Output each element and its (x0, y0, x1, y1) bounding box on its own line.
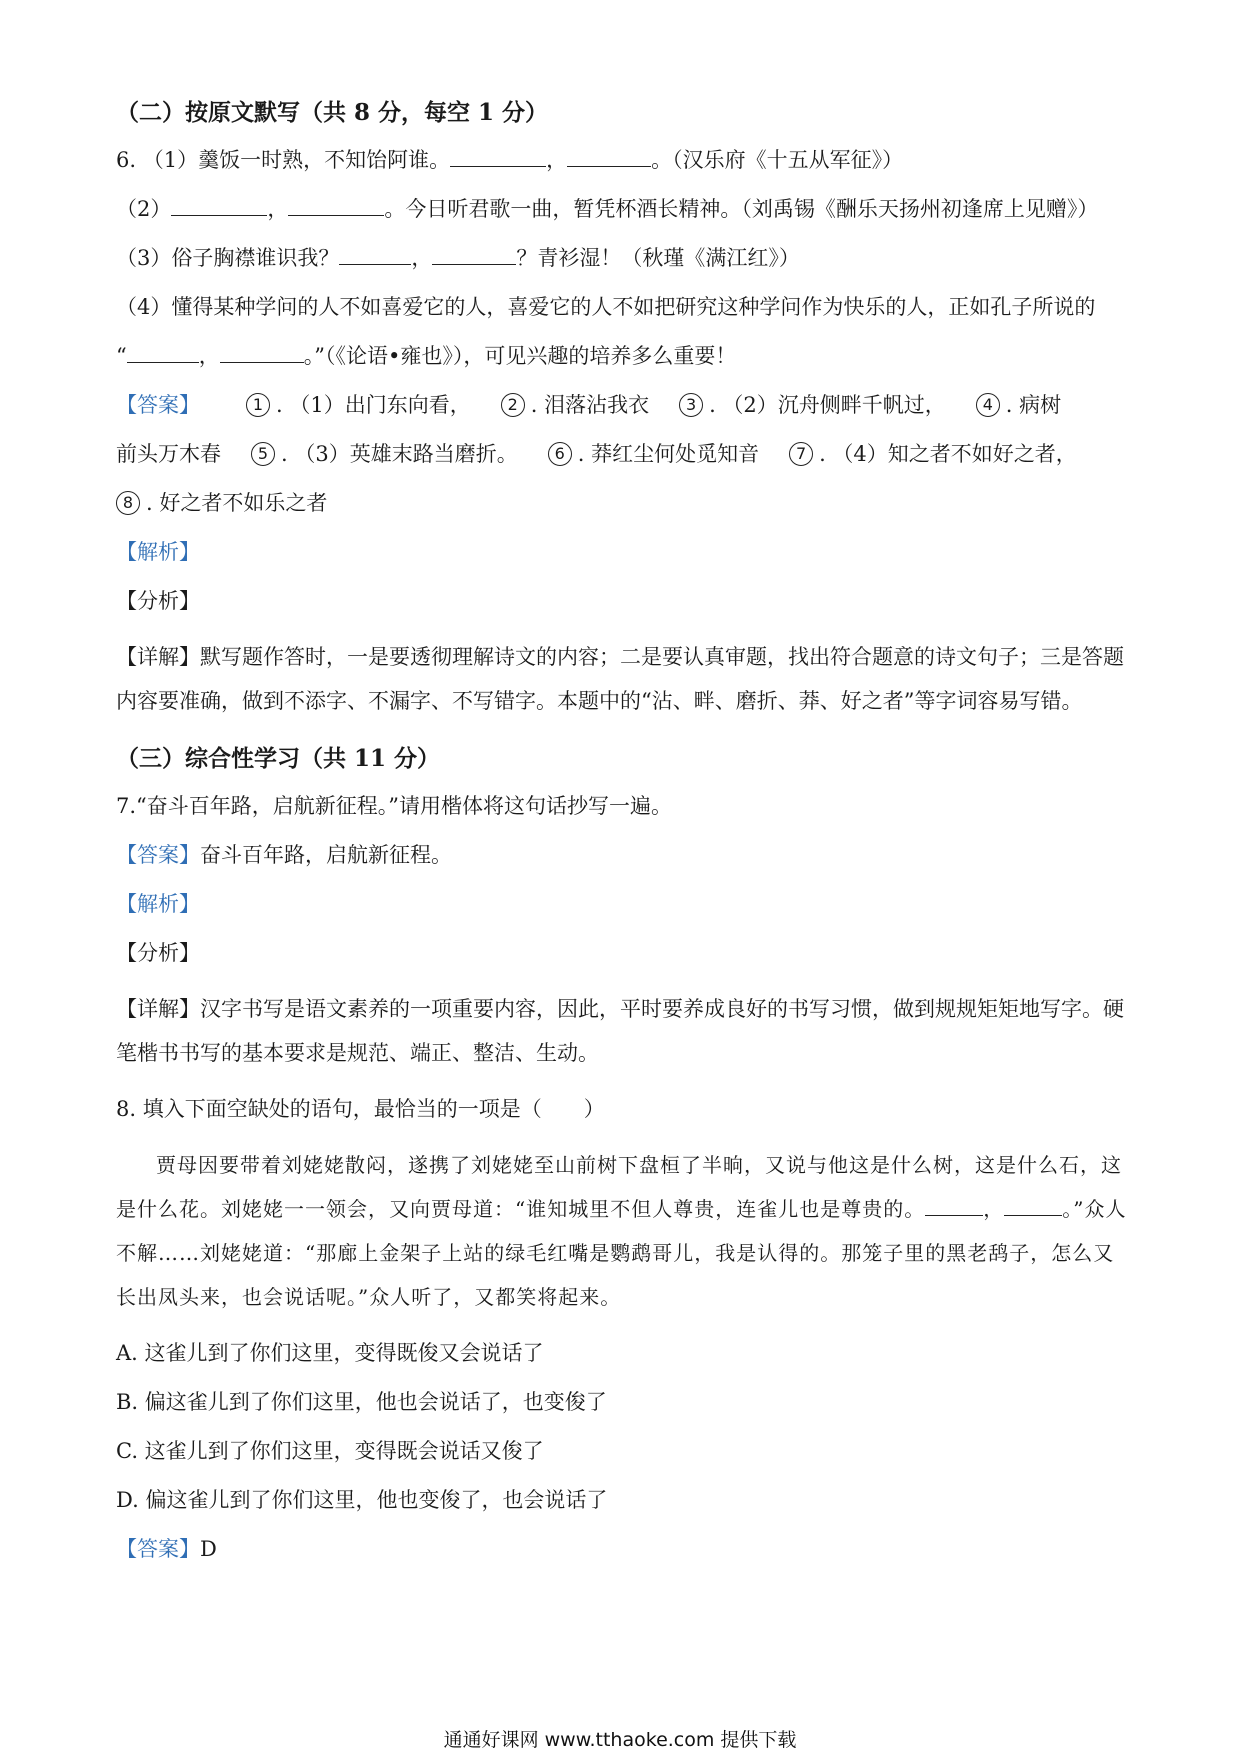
circled-number: 1 (246, 393, 270, 417)
answer-text: . （4）知之者不如好之者， (819, 442, 1077, 466)
q6-fenxi-tag: 【分析】 (116, 589, 200, 613)
q6-line-1 (116, 145, 1132, 175)
q6-text: 。”（《论语•雍也》），可见兴趣的培养多么重要！ (303, 344, 737, 368)
q6-answer-line-1 (116, 390, 1132, 420)
fill-blank (567, 146, 651, 167)
q6-answer-line-2 (116, 439, 1132, 469)
circled-number: 2 (501, 393, 525, 417)
answer-tag: 【答案】 (116, 393, 200, 417)
q6-text: “ (116, 344, 127, 368)
q7-xiangjie (116, 987, 1132, 1075)
passage-text: 贾母因要带着刘姥姥散闷，遂携了刘姥姥至山前树下盘桓了半晌，又说与他这是什么树，这是什么石，这是什么花。刘姥姥一一领会，又向贾母道：“谁知城里不但人尊贵，连雀儿也是尊贵的。 (116, 1153, 1122, 1221)
q6-text: （2） (116, 197, 172, 221)
circled-number: 3 (679, 393, 703, 417)
answer-text: 奋斗百年路，启航新征程。 (200, 843, 452, 867)
fill-blank (220, 342, 304, 363)
q7-stem: 7.“奋斗百年路，启航新征程。”请用楷体将这句话抄写一遍。 (116, 794, 673, 818)
q6-xiangjie (116, 635, 1132, 723)
circled-number: 5 (251, 442, 275, 466)
fill-blank (339, 244, 411, 265)
q6-jiexi-tag: 【解析】 (116, 540, 200, 564)
answer-text: D (200, 1537, 217, 1561)
fill-blank (127, 342, 199, 363)
passage-text: 。”众人不解……刘姥姥道：“那廊上金架子上站的绿毛红嘴是鹦鹉哥儿，我是认得的。那笼子里的黑老鸹子，怎么又长出凤头来，也会说话呢。”众人听了，又都笑将起来。 (116, 1197, 1127, 1309)
circled-number: 6 (548, 442, 572, 466)
fill-blank (288, 195, 384, 216)
page-footer: 通通好课网 www.tthaoke.com 提供下载 (443, 1729, 797, 1751)
xiangjie-text: 汉字书写是语文素养的一项重要内容，因此，平时要养成良好的书写习惯，做到规规矩矩地写字。硬笔楷书书写的基本要求是规范、端正、整洁、生动。 (116, 997, 1124, 1065)
q8-passage (116, 1143, 1132, 1319)
q6-text: （3）俗子胸襟谁识我？ (116, 246, 340, 270)
answer-tag: 【答案】 (116, 843, 200, 867)
fill-blank (432, 244, 516, 265)
circled-number: 4 (976, 393, 1000, 417)
q6-text: 。（汉乐府《十五从军征》） (651, 148, 904, 172)
circled-number: 7 (789, 442, 813, 466)
xiangjie-tag: 【详解】 (116, 997, 200, 1021)
q8-stem: 8. 填入下面空缺处的语句，最恰当的一项是（ ） (116, 1097, 605, 1121)
answer-text: . 莽红尘何处觅知音 (577, 442, 760, 466)
answer-text: . （3）英雄末路当磨折。 (281, 442, 518, 466)
fill-blank (925, 1195, 983, 1216)
q6-text: ， (546, 148, 568, 172)
q6-text: ， (198, 344, 220, 368)
section-2-title: （二）按原文默写（共 8 分，每空 1 分） (116, 99, 549, 126)
fill-blank (1004, 1195, 1062, 1216)
answer-text: . 病树 (1005, 393, 1062, 417)
q8-answer (116, 1534, 1132, 1564)
q6-text: ， (267, 197, 289, 221)
q6-line-2 (116, 194, 1132, 224)
q8-option-b: B. 偏这雀儿到了你们这里，他也会说话了，也变俊了 (116, 1390, 607, 1414)
xiangjie-text: 默写题作答时，一是要透彻理解诗文的内容；二是要认真审题，找出符合题意的诗文句子；三是答题内容要准确，做到不添字、不漏字、不写错字。本题中的“沾、畔、磨折、莽、好之者”等字词容易写错。 (116, 645, 1124, 713)
answer-text: 前头万木春 (116, 442, 221, 466)
section-3-title: （三）综合性学习（共 11 分） (116, 745, 441, 772)
answer-text: . （2）沉舟侧畔千帆过， (709, 393, 946, 417)
document-content (116, 96, 1132, 1583)
fill-blank (171, 195, 267, 216)
q6-line-3 (116, 243, 1132, 273)
q6-line-5 (116, 341, 1132, 371)
q6-text: ， (411, 246, 433, 270)
answer-text: . 好之者不如乐之者 (146, 491, 328, 515)
q6-line-4: （4）懂得某种学问的人不如喜爱它的人，喜爱它的人不如把研究这种学问作为快乐的人，正如孔子所说的 (116, 295, 1096, 319)
passage-text: ， (983, 1197, 1005, 1221)
xiangjie-tag: 【详解】 (116, 645, 200, 669)
q6-text: 。今日听君歌一曲，暂凭杯酒长精神。（刘禹锡《酬乐天扬州初逢席上见赠》） (384, 197, 1099, 221)
passage-paragraph (116, 1143, 1132, 1319)
q6-text: ？青衫湿！（秋瑾《满江红》） (516, 246, 800, 270)
q7-jiexi-tag: 【解析】 (116, 892, 200, 916)
q6-text: 6. （1）羹饭一时熟，不知饴阿谁。 (116, 148, 451, 172)
q8-option-c: C. 这雀儿到了你们这里，变得既会说话又俊了 (116, 1439, 544, 1463)
q6-answer-line-3 (116, 488, 1132, 518)
q8-option-d: D. 偏这雀儿到了你们这里，他也变俊了，也会说话了 (116, 1488, 608, 1512)
q8-option-a: A. 这雀儿到了你们这里，变得既俊又会说话了 (116, 1341, 544, 1365)
fill-blank (450, 146, 546, 167)
answer-tag: 【答案】 (116, 1537, 200, 1561)
q7-fenxi-tag: 【分析】 (116, 941, 200, 965)
answer-text: . 泪落沾我衣 (530, 393, 650, 417)
answer-text: . （1）出门东向看， (276, 393, 471, 417)
q7-answer (116, 840, 1132, 870)
circled-number: 8 (116, 491, 140, 515)
